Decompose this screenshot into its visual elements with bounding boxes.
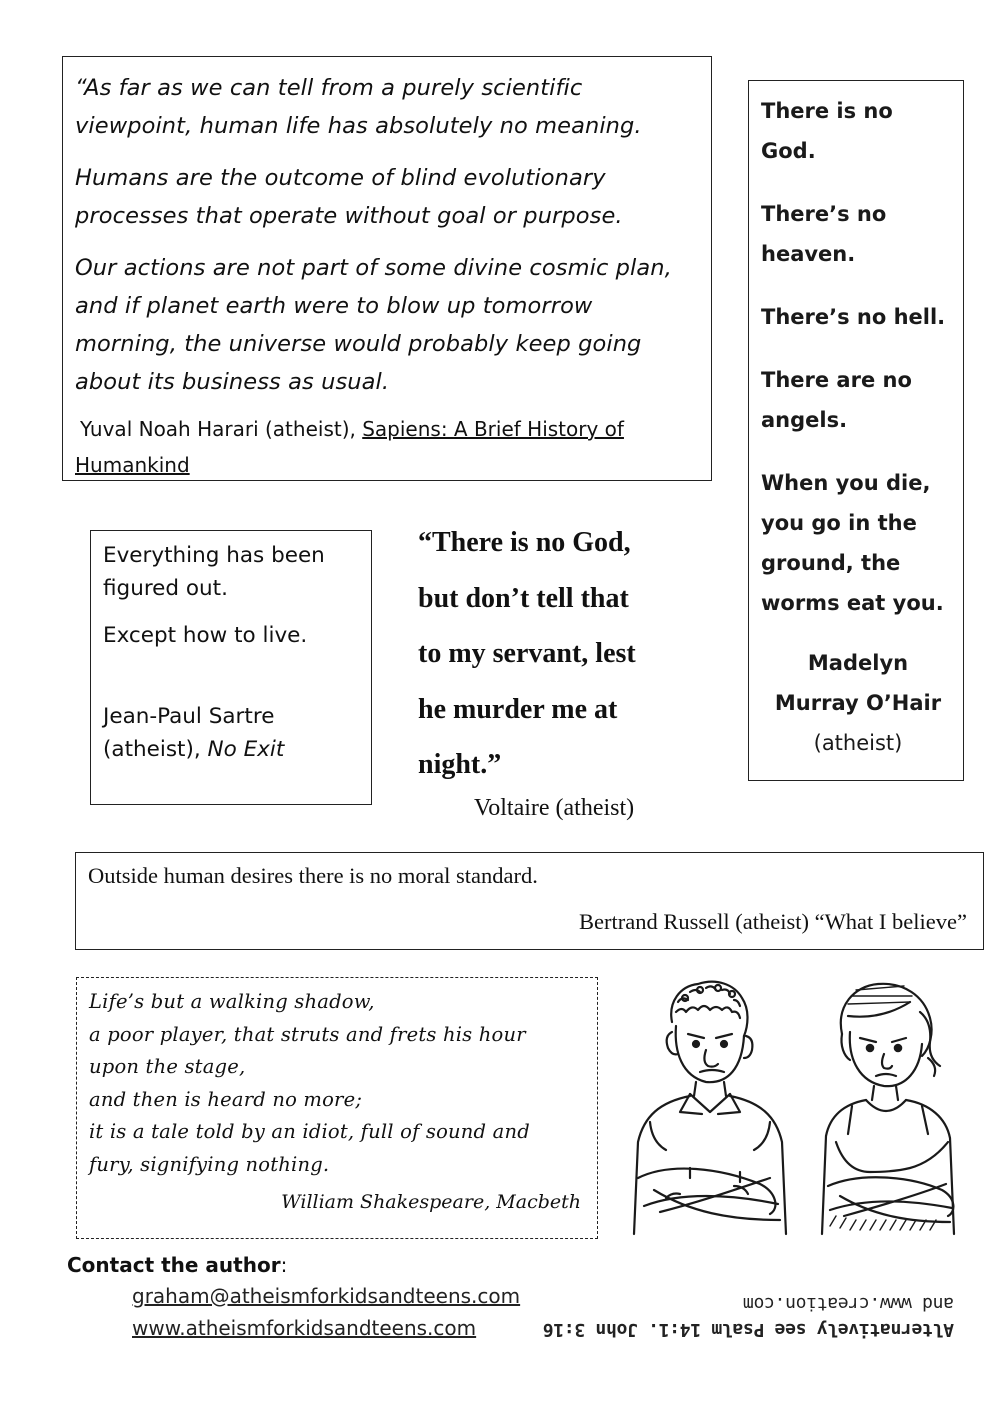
russell-quote-text: Outside human desires there is no moral standard. (88, 863, 538, 888)
russell-quote-box (75, 852, 984, 950)
harari-paragraph-2: Humans are the outcome of blind evolutionary processes that operate without goal or purpose. (75, 165, 623, 229)
upside-down-note (543, 1282, 960, 1344)
harari-quote-box (62, 56, 712, 481)
kids-illustration (630, 972, 960, 1244)
voltaire-attribution: Voltaire (atheist) (474, 794, 635, 821)
sartre-line-1: Everything has been figured out. (103, 543, 325, 601)
shakespeare-line: and then is heard no more; (89, 1087, 363, 1111)
boy-figure (634, 982, 786, 1234)
harari-paragraph-3: Our actions are not part of some divine cosmic plan, and if planet earth were to blow up tomorrow morning, the universe would probably keep going about its business as usual. (75, 255, 672, 395)
voltaire-quote-text: “There is no God, but don’t tell that to my servant, lest he murder me at night.” (418, 527, 636, 780)
ohair-line-3: There’s no hell. (761, 305, 946, 329)
harari-book-title: Sapiens: A Brief History of (362, 417, 624, 441)
harari-paragraph-1: “As far as we can tell from a purely scientific viewpoint, human life has absolutely no meaning. (75, 75, 642, 139)
ohair-line-5: When you die, you go in the ground, the worms eat you. (761, 471, 944, 615)
sartre-line-2: Except how to live. (103, 623, 308, 648)
shakespeare-line: upon the stage, (89, 1055, 246, 1078)
shakespeare-quote-box (76, 977, 598, 1239)
harari-author: Yuval Noah Harari (atheist), (80, 417, 363, 441)
contact-label: Contact the author: (67, 1253, 288, 1277)
sartre-attribution: Jean-Paul Sartre (atheist), No Exit (103, 704, 285, 762)
ohair-attribution: Madelyn Murray O’Hair (atheist) (774, 651, 942, 755)
voltaire-quote (418, 515, 718, 822)
girl-figure (822, 984, 954, 1234)
ohair-quote-box (748, 80, 964, 781)
ohair-line-4: There are no angels. (761, 368, 912, 432)
harari-book-title-cont: Humankind (75, 453, 190, 477)
sartre-quote-box (90, 530, 372, 805)
harari-attribution (75, 411, 701, 483)
email-link[interactable]: graham@atheismforkidsandteens.com (132, 1284, 521, 1308)
ohair-line-1: There is no God. (761, 99, 893, 163)
shakespeare-line: a poor player, that struts and frets his hour (89, 1022, 526, 1046)
sartre-work-title: No Exit (207, 737, 285, 762)
shakespeare-line: it is a tale told by an idiot, full of sound and (89, 1120, 530, 1143)
shakespeare-line: Life’s but a walking shadow, (89, 990, 375, 1013)
shakespeare-attribution: William Shakespeare, Macbeth (281, 1191, 581, 1213)
website-link[interactable]: www.atheismforkidsandteens.com (132, 1316, 477, 1340)
upside-down-line-2: and www.creation.com (743, 1293, 954, 1314)
upside-down-line-1: Alternatively see Psalm 14:1. John 3:16 (543, 1319, 954, 1340)
russell-attribution: Bertrand Russell (atheist) “What I believe” (579, 909, 967, 934)
shakespeare-line: fury, signifying nothing. (89, 1152, 330, 1176)
ohair-line-2: There’s no heaven. (761, 202, 887, 266)
